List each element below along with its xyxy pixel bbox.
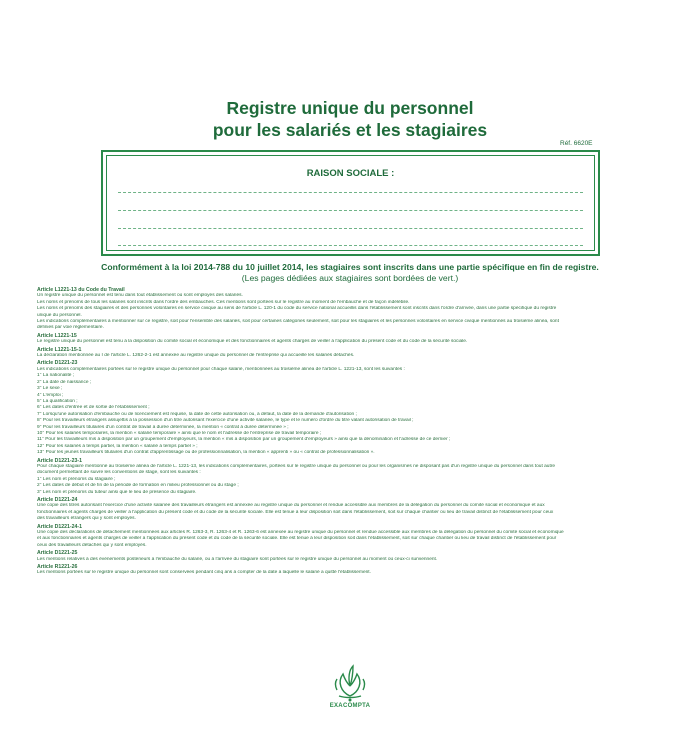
article-text-line: Le registre unique du personnel est tenu à la disposition du comité social et économique et des fonctionnaires et agents chargés de veiller à l'application du présent code et du code de la sécurité sociale. [37,339,468,345]
article-title: Article D1221-24 [37,497,78,503]
fill-line[interactable] [118,228,583,229]
article-text-line: 3° Le sexe ; [37,386,63,392]
article-text-line: unique du personnel. [37,312,82,318]
article-text-line: 13° Pour les jeunes travailleurs titulaires d'un contrat d'apprentissage ou de professionnalisation, la mention « apprenti » ou « contrat de professionnalisation ». [37,450,375,456]
article-text-line: et aux fonctionnaires et agents chargés de veiller à l'application du présent code et du code de la sécurité sociale. Elle est tenue à leur disposition soit dans l'établissement, soit sur chaque chantier ou lieu de travail distinct de l'établissement pour [37,536,557,542]
article-title: Article R1221-26 [37,564,78,571]
article-title: Article D1221-23 [37,360,78,367]
article-text-line: Les indications complémentaires à mentionner sur ce registre, soit pour l'ensemble des salariés, soit pour certaines catégories seulement, soit pour les stagiaires et les personnes volontaires en service civique mentionnés au troisième alinéa, sont [37,319,559,325]
reference-number: Réf. 6620E [560,140,593,147]
article-text-line: 8° Pour les travailleurs étrangers assujettis à la possession d'un titre autorisant l'exercice d'une activité salariée, le type et le numéro d'ordre du titre valant autorisation de travail ; [37,418,414,424]
article-text-line: 3° Les nom et prénoms du tuteur ainsi que le lieu de présence du stagiaire. [37,489,197,495]
article-title: Article L1221-15 [37,332,77,339]
article-text-line: 6° Les dates d'entrée et de sortie de l'établissement ; [37,405,150,411]
legal-articles [37,286,665,577]
article-text-line: Les noms et prénoms des stagiaires et des personnes volontaires en service civique au sens de l'article L. 120-1 du code du service national accueillis dans l'établissement sont inscrits dans l'ordre d'arrivée, dans une partie spécifique du registre [37,306,557,312]
conformity-statement: Conformément à la loi 2014-788 du 10 juillet 2014, les stagiaires sont inscrits dans une partie spécifique en fin de registre. [101,262,599,272]
article-text-line: 2° La date de naissance ; [37,379,92,385]
article-text-line: 10° Pour les salariés temporaires, la mention « salarié temporaire » ainsi que le nom et l'adresse de l'entreprise de travail temporaire ; [37,430,322,436]
article-text-line: 2° Les dates de début et de fin de la période de formation en milieu professionnel ou du stage ; [37,483,239,489]
article-text-line: 7° Lorsqu'une autorisation d'embauche ou de licenciement est requise, la date de cette autorisation ou, à défaut, la date de la demande d'autorisation ; [37,411,357,417]
fill-line[interactable] [118,245,583,246]
article-text-line: 1° La nationalité ; [37,373,75,379]
brand-name: EXACOMPTA [329,703,371,709]
article-text-line: Les indications complémentaires portées sur le registre unique du personnel pour chaque salarié, mentionnées au troisième alinéa de l'article L. 1221-13, sont les suivantes : [37,366,405,372]
document-title-line2: pour les salariés et les stagiaires [212,120,488,140]
article-text-line: Les mentions relatives à des événements postérieurs à l'embauche du salarié, ou à l'arrivée du stagiaire sont portées sur le registre unique du personnel au moment où ceux-ci surviennent. [37,556,438,562]
article-title: Article D1221-24-1 [37,523,82,530]
article-text-line: 9° Pour les travailleurs titulaires d'un contrat de travail à durée déterminée, la mention « contrat à durée déterminée » ; [37,424,289,430]
conformity-note: (Les pages dédiées aux stagiaires sont bordées de vert.) [241,273,459,283]
article-title: Article D1221-25 [37,550,78,557]
article-text-line: des travailleurs étrangers qui y sont employés. [37,516,136,522]
fill-line[interactable] [118,192,583,193]
raison-sociale-box [101,150,600,256]
article-text-line: Un registre unique du personnel est tenu dans tout établissement où sont employés des salariés. [37,293,243,299]
article-text-line: Les noms et prénoms de tous les salariés sont inscrits dans l'ordre des embauches. Ces mentions sont portées sur le registre au moment de l'embauche et de façon indélébile. [37,299,410,305]
article-text-line: La déclaration mentionnée au I de l'article L. 1262-2-1 est annexée au registre unique du personnel de l'entreprise qui accueille les salariés détachés. [37,353,355,359]
article-text-line: définies par voie réglementaire. [37,325,104,331]
article-text-line: 1° Les nom et prénoms du stagiaire ; [37,476,116,482]
article-text-line: fonctionnaires et agents chargés de veiller à l'application du présent code et du code de la sécurité sociale. Elle est tenue à leur disposition soit dans l'établissement, soit sur chaque chantier ou lieu de travail distinct de l'établissement pour ceux [37,509,554,515]
raison-sociale-label: RAISON SOCIALE : [306,168,395,179]
article-text-line: 12° Pour les salariés à temps partiel, la mention « salarié à temps partiel » ; [37,443,198,449]
article-text-line: Pour chaque stagiaire mentionné au troisième alinéa de l'article L. 1221-13, les indications complémentaires, portées sur le registre unique du personnel ou pour les organismes ne disposant pas d'un registre unique du personnel dans tout autre [37,463,556,469]
article-text-line: ceux des travailleurs détachés qui y sont employés. [37,542,147,548]
article-text-line: 4° L'emploi ; [37,392,64,398]
article-text-line: Une copie des titres autorisant l'exercice d'une activité salariée des travailleurs étrangers est annexée au registre unique du personnel et rendue accessible aux membres de la délégation du personnel du comité social et économique et aux [37,503,545,509]
fill-line[interactable] [118,210,583,211]
article-text-line: Les mentions portées sur le registre unique du personnel sont conservées pendant cinq ans à compter de la date à laquelle le salarié a quitté l'établissement. [37,570,371,576]
article-title: Article L1221-13 du Code du Travail [37,287,125,293]
article-text-line: Une copie des déclarations de détachement mentionnées aux articles R. 1263-3, R. 1263-4 et R. 1263-6 est annexée au registre unique du personnel et rendue accessible aux membres de la délégation du personnel du comité social et économique [37,530,564,536]
article-text-line: document permettant de suivre les conventions de stage, sont les suivantes : [37,470,201,476]
article-title: Article L1221-15-1 [37,346,82,353]
article-text-line: 5° La qualification ; [37,398,78,404]
document-title-line1: Registre unique du personnel [226,98,474,118]
raison-sociale-inner-frame [106,155,595,251]
article-title: Article D1221-23-1 [37,457,82,464]
article-text-line: 11° Pour les travailleurs mis à disposition par un groupement d'employeurs, la mention « mis à disposition par un groupement d'employeurs » ainsi que la dénomination et l'adresse de ce dernier ; [37,437,451,443]
